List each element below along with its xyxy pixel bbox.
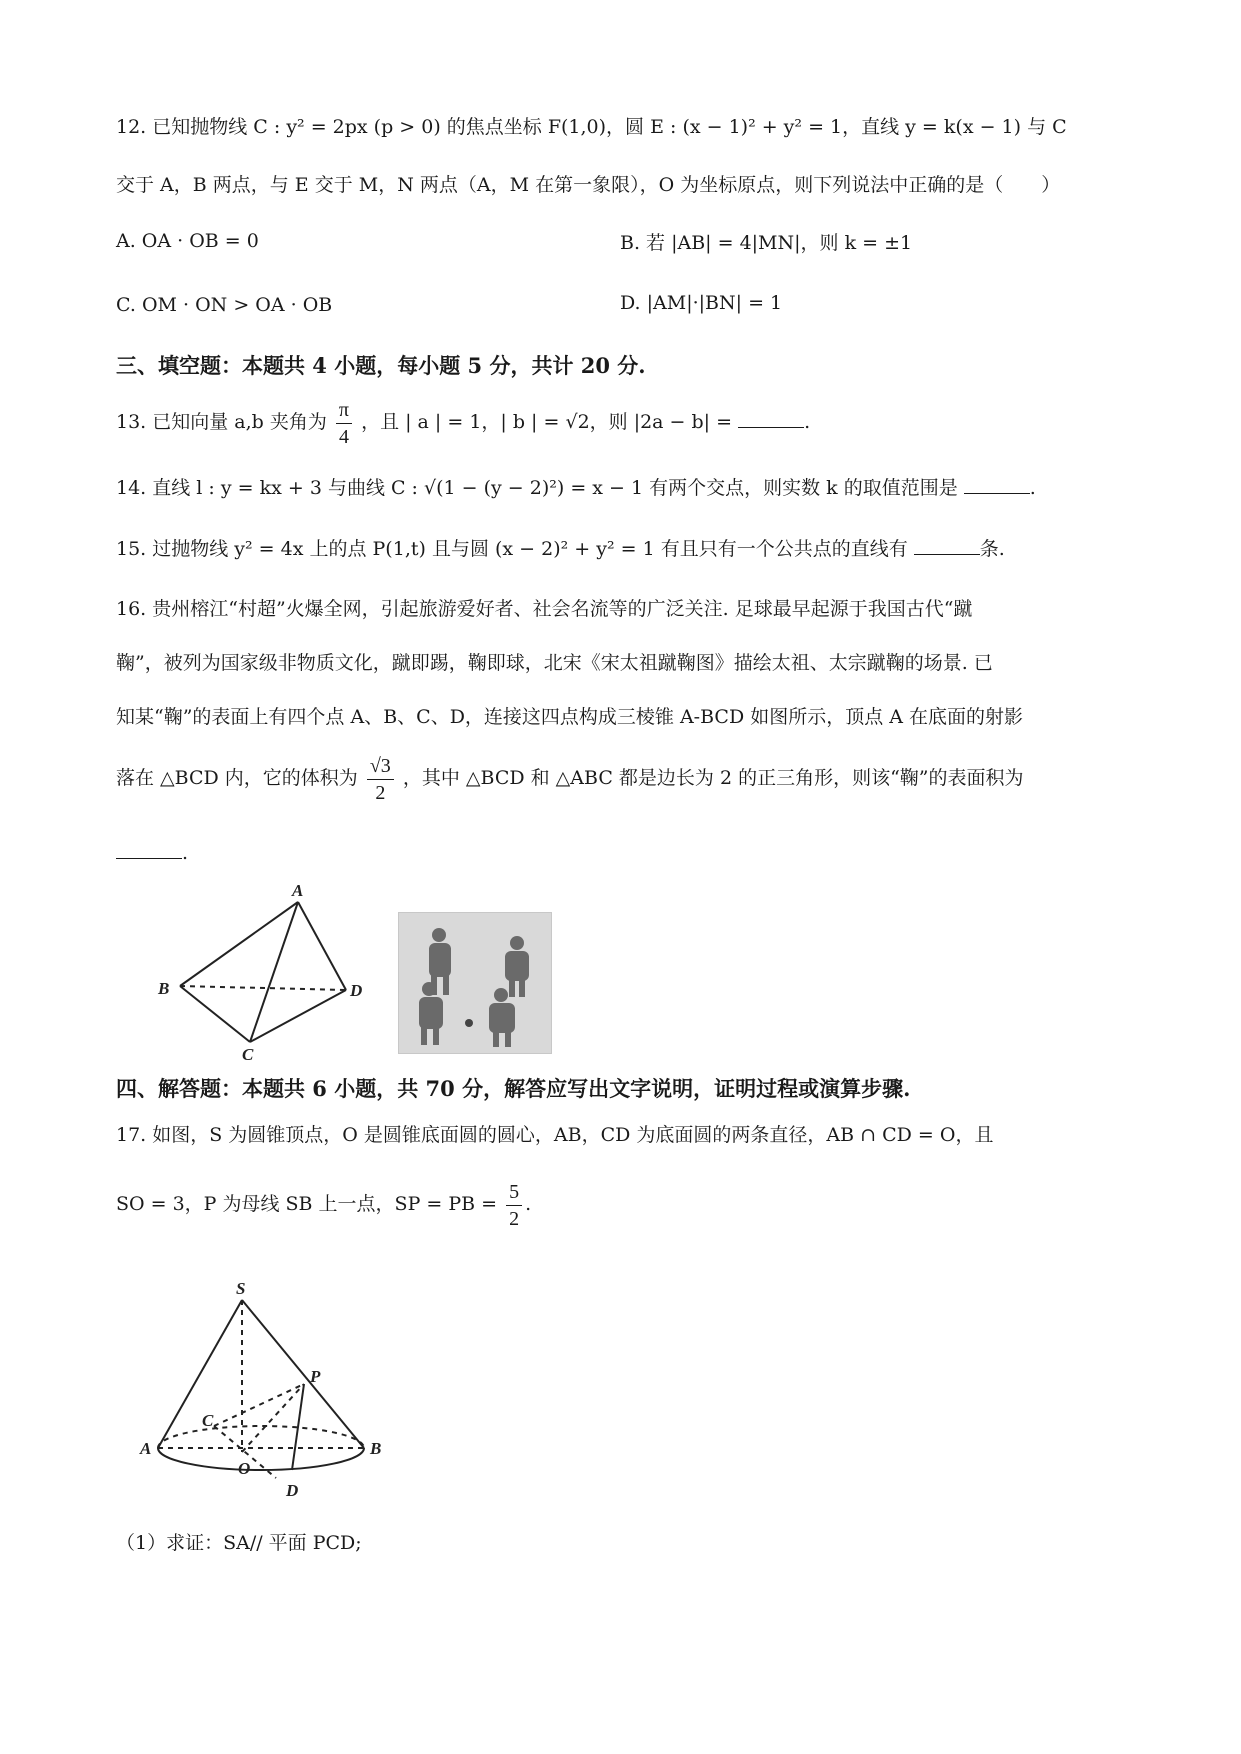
edge-bc xyxy=(180,986,250,1042)
cone-figure xyxy=(130,1280,400,1510)
q17-frac-den: 2 xyxy=(509,1207,520,1230)
q15-end: 条. xyxy=(979,538,1005,560)
q16-fraction xyxy=(367,753,394,806)
q17-line2-end: . xyxy=(525,1193,532,1215)
q17-frac-num: 5 xyxy=(506,1179,522,1206)
q14-end: . xyxy=(1029,477,1036,499)
tetrahedron-figure xyxy=(150,880,370,1060)
label-c: C xyxy=(202,1411,214,1430)
q16-end: . xyxy=(182,842,189,864)
q17-part1: （1）求证：SA// 平面 PCD; xyxy=(116,1532,362,1554)
edge-bd-hidden xyxy=(180,986,346,990)
label-a: A xyxy=(292,881,304,900)
base-back-arc xyxy=(158,1426,364,1448)
q17-fraction xyxy=(506,1179,522,1232)
q13 xyxy=(116,394,810,450)
q14-answer-blank[interactable] xyxy=(964,475,1030,494)
q13-answer-blank[interactable] xyxy=(738,409,804,428)
q12-line1: 12. 已知抛物线 C : y² = 2px (p > 0) 的焦点坐标 F(1,0)，圆 E : (x − 1)² + y² = 1，直线 y = k(x − 1) 与 C xyxy=(116,116,1067,138)
q16-line4-suffix: ，其中 △BCD 和 △ABC 都是边长为 2 的正三角形，则该“鞠”的表面积为 xyxy=(402,767,1024,789)
q16-answer-line xyxy=(116,840,188,866)
label-d: D xyxy=(350,981,363,1000)
section4-heading: 四、解答题：本题共 6 小题，共 70 分，解答应写出文字说明，证明过程或演算步骤. xyxy=(116,1076,911,1101)
q16-frac-num: √3 xyxy=(367,753,394,780)
q13-fraction xyxy=(336,397,352,450)
q12-option-d: D. |AM|·|BN| = 1 xyxy=(620,292,783,314)
q17-line2 xyxy=(116,1176,531,1232)
edge-ab xyxy=(180,902,298,986)
q17-line2-prefix: SO = 3，P 为母线 SB 上一点，SP = PB = xyxy=(116,1193,498,1215)
q14 xyxy=(116,475,1036,501)
q14-text: 14. 直线 l : y = kx + 3 与曲线 C : √(1 − (y − 2)²) = x − 1 有两个交点，则实数 k 的取值范围是 xyxy=(116,477,958,499)
label-s: S xyxy=(236,1280,246,1298)
segment-cp xyxy=(214,1384,304,1426)
section3-heading: 三、填空题：本题共 4 小题，每小题 5 分，共计 20 分. xyxy=(116,353,646,378)
q13-frac-den: 4 xyxy=(338,425,349,448)
q15-text: 15. 过抛物线 y² = 4x 上的点 P(1,t) 且与圆 (x − 2)² + y² = 1 有且只有一个公共点的直线有 xyxy=(116,538,908,560)
q12-option-b: B. 若 |AB| = 4|MN|，则 k = ±1 xyxy=(620,232,913,254)
q16-answer-blank[interactable] xyxy=(116,840,182,859)
label-o: O xyxy=(238,1459,251,1478)
q16-line4 xyxy=(116,750,1024,806)
segment-op xyxy=(242,1384,304,1452)
q13-frac-num: π xyxy=(336,397,352,424)
q16-line2: 鞠”，被列为国家级非物质文化，蹴即踢，鞠即球，北宋《宋太祖蹴鞠图》描绘太祖、太宗蹴鞠的场景. 已 xyxy=(116,652,993,674)
q13-suffix: ，且 | a | = 1，| b | = √2，则 |2a − b| = xyxy=(361,411,733,433)
q16-line3: 知某“鞠”的表面上有四个点 A、B、C、D，连接这四点构成三棱锥 A-BCD 如图所示，顶点 A 在底面的射影 xyxy=(116,706,1024,728)
cuju-painting-image xyxy=(398,912,552,1054)
q12-line2: 交于 A，B 两点，与 E 交于 M，N 两点（A，M 在第一象限），O 为坐标原点，则下列说法中正确的是（ ） xyxy=(116,174,1061,196)
painting-figures-icon xyxy=(399,913,551,1053)
label-b: B xyxy=(370,1439,382,1458)
edge-ad xyxy=(298,902,346,990)
label-a: A xyxy=(140,1439,152,1458)
label-c: C xyxy=(242,1045,254,1060)
q17-line1: 17. 如图，S 为圆锥顶点，O 是圆锥底面圆的圆心，AB，CD 为底面圆的两条直径，AB ∩ CD = O，且 xyxy=(116,1124,994,1146)
label-b: B xyxy=(158,979,170,998)
q16-line1: 16. 贵州榕江“村超”火爆全网，引起旅游爱好者、社会名流等的广泛关注. 足球最早起源于我国古代“蹴 xyxy=(116,598,973,620)
q12-option-a: A. OA · OB = 0 xyxy=(116,230,259,252)
q13-prefix: 13. 已知向量 a,b 夹角为 xyxy=(116,411,327,433)
q13-end: . xyxy=(804,411,811,433)
q16-line4-prefix: 落在 △BCD 内，它的体积为 xyxy=(116,767,358,789)
generatrix-sa xyxy=(158,1300,242,1448)
q16-frac-den: 2 xyxy=(375,781,386,804)
label-d: D xyxy=(286,1481,299,1500)
generatrix-sb xyxy=(242,1300,364,1448)
q15-answer-blank[interactable] xyxy=(914,536,980,555)
q15 xyxy=(116,536,1005,562)
label-p: P xyxy=(310,1367,321,1386)
q12-option-c: C. OM · ON > OA · OB xyxy=(116,294,333,316)
